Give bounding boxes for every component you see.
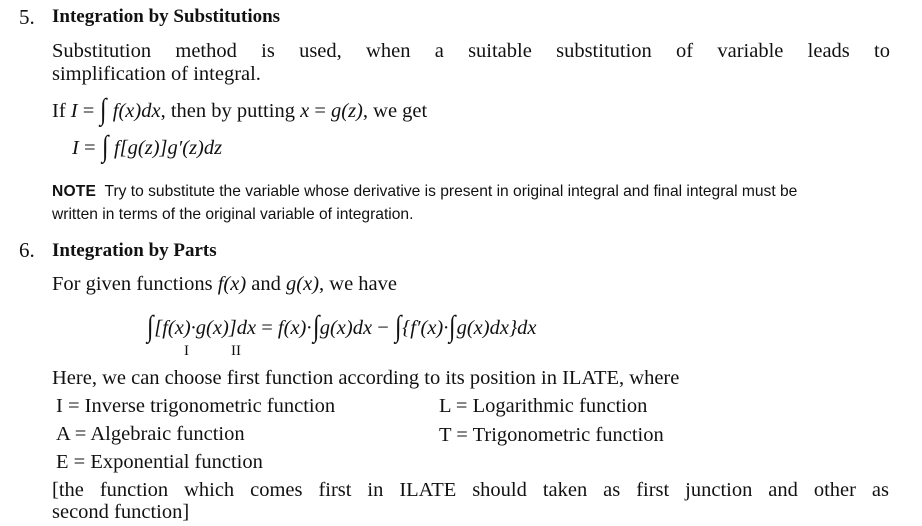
- given-text: For given functions: [52, 273, 218, 295]
- sub-var: x: [300, 100, 310, 122]
- integral-sign: ∫: [101, 130, 109, 163]
- result-integrand: f[g(z)]g′(z)dz: [113, 137, 223, 159]
- s5-if-line: [52, 93, 428, 126]
- note-line1: [52, 183, 797, 201]
- ilate-intro: Here, we can choose first function according to its position in ILATE, where: [52, 367, 680, 389]
- integral-sign: ∫: [312, 310, 319, 343]
- section-6-heading: Integration by Parts: [52, 240, 217, 261]
- var-I: I: [70, 100, 78, 122]
- note-text-1: Try to substitute the variable whose derivative is present in original integral and final integral must be: [104, 183, 798, 200]
- section-6-number: 6.: [19, 238, 35, 262]
- integral-sign: ∫: [146, 310, 154, 343]
- bracket-line2: second function]: [52, 501, 190, 523]
- ilate-item-I: I = Inverse trigonometric function: [56, 395, 336, 417]
- note-line2: written in terms of the original variable of integration.: [52, 206, 414, 223]
- ilate-item-L: L = Logarithmic function: [439, 395, 648, 417]
- equals: =: [77, 100, 100, 122]
- ilate-item-T: T = Trigonometric function: [439, 424, 664, 446]
- and-text: and: [246, 273, 287, 295]
- equals: =: [78, 137, 101, 159]
- func-g: g(x): [286, 273, 320, 295]
- s5-result-line: [72, 130, 223, 163]
- func-f: f(x): [217, 273, 247, 295]
- have-text: , we have: [319, 273, 398, 295]
- if-text: If: [52, 100, 71, 122]
- ilate-item-E: E = Exponential function: [56, 451, 263, 473]
- formula-g: g(x)dx: [319, 317, 373, 339]
- label-I: I: [184, 343, 189, 359]
- formula-mid: f(x)·: [277, 317, 312, 339]
- note-label: NOTE: [52, 183, 97, 200]
- bracket-line1: [the function which comes first in ILATE should taken as first junction and other as: [52, 479, 889, 501]
- equals: =: [309, 100, 331, 122]
- integrand-fx: f(x)dx: [112, 100, 161, 122]
- equals: =: [256, 317, 278, 339]
- s5-para-line1: Substitution method is used, when a suitable substitution of variable leads to: [52, 40, 890, 62]
- label-II: II: [231, 343, 241, 359]
- ilate-item-A: A = Algebraic function: [56, 423, 245, 445]
- sub-rhs: g(z): [331, 100, 363, 122]
- section-5-number: 5.: [19, 5, 35, 29]
- var-I: I: [72, 137, 79, 159]
- parts-formula: [146, 310, 537, 343]
- minus-sign: −: [372, 317, 394, 339]
- s6-given-line: [52, 273, 397, 296]
- if-tail: , we get: [362, 100, 428, 122]
- integral-sign: ∫: [449, 310, 456, 343]
- section-5-heading: Integration by Substitutions: [52, 6, 281, 27]
- formula-end: g(x)dx}dx: [456, 317, 537, 339]
- formula-lhs: [f(x)·g(x)]dx: [154, 317, 257, 339]
- integral-sign: ∫: [394, 310, 402, 343]
- if-mid: , then by putting: [160, 100, 301, 122]
- formula-brace: {f′(x)·: [402, 317, 449, 339]
- integral-sign: ∫: [100, 93, 107, 126]
- s5-para-line2: simplification of integral.: [52, 63, 261, 85]
